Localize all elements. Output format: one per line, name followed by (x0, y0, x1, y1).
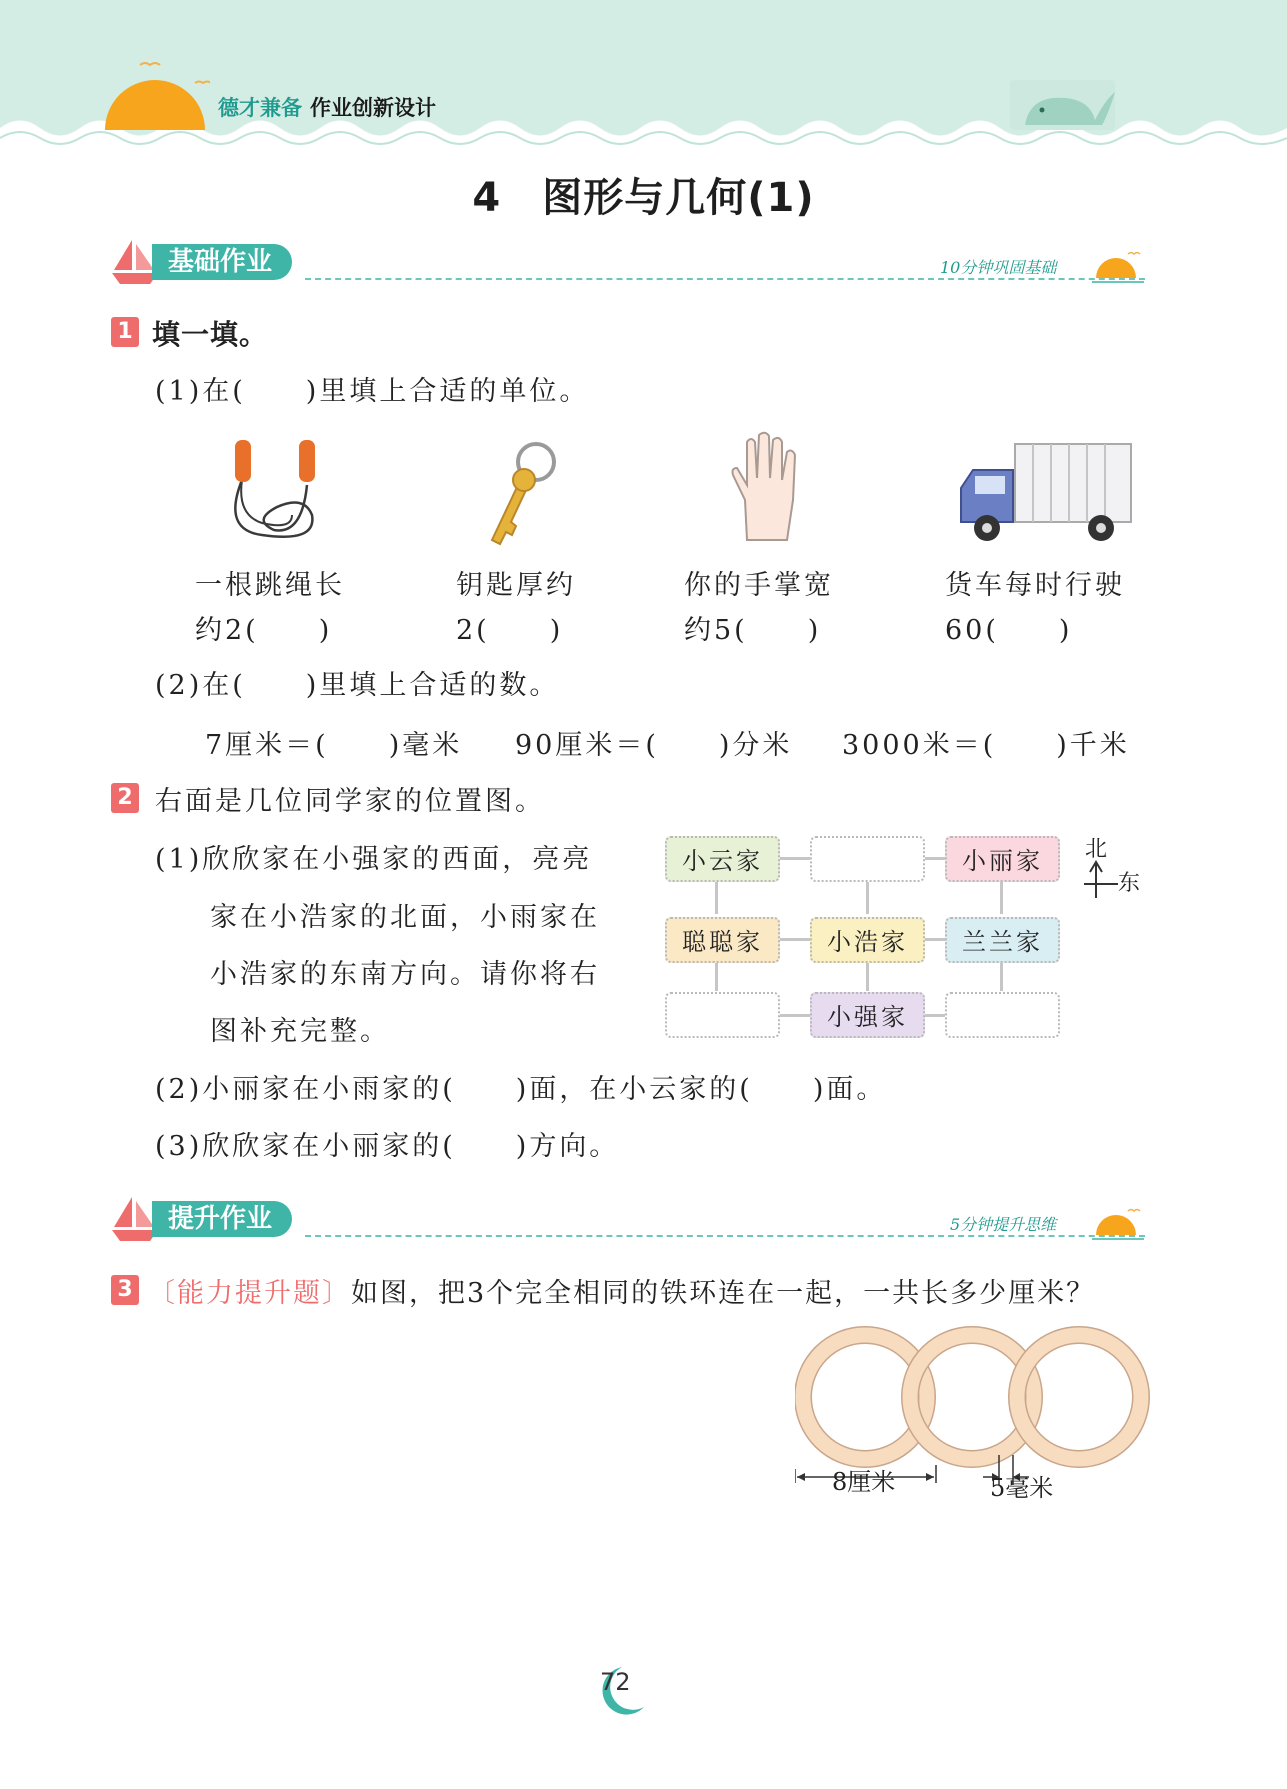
unit-item-1-line-2: 约2( ) (195, 615, 333, 646)
grid-box-bottom-left-blank[interactable] (665, 992, 780, 1038)
unit-item-4-line-2: 60( ) (945, 615, 1073, 646)
page-number: 72 (600, 1668, 631, 1696)
grid-connector (925, 938, 945, 941)
question-1-number: 1 (111, 317, 139, 347)
question-3-text: 如图，把3个完全相同的铁环连在一起，一共长多少厘米？ (351, 1278, 1096, 1309)
question-2-part-1-line-1: (1)欣欣家在小强家的西面，亮亮 (155, 844, 593, 875)
grid-connector (925, 857, 945, 860)
grid-connector (1000, 882, 1003, 914)
question-2-title: 右面是几位同学家的位置图。 (155, 786, 545, 817)
section-basic-divider (305, 278, 1145, 280)
grid-connector (780, 857, 810, 860)
grid-box-middle-left: 聪聪家 (665, 917, 780, 963)
grid-box-center: 小浩家 (810, 917, 925, 963)
small-sun-icon (1092, 248, 1144, 284)
unit-item-2-line-2: 2( ) (456, 615, 564, 646)
grid-connector (780, 938, 810, 941)
question-1-part-2: (2)在( )里填上合适的数。 (155, 670, 560, 701)
grid-connector (715, 882, 718, 914)
grid-box-middle-right: 兰兰家 (945, 917, 1060, 963)
jump-rope-icon (222, 435, 327, 550)
grid-box-top-right: 小丽家 (945, 836, 1060, 882)
question-2-part-1-line-4: 图补充完整。 (210, 1016, 390, 1047)
question-1-part-1: (1)在( )里填上合适的单位。 (155, 376, 590, 407)
question-1-title: 填一填。 (152, 318, 269, 351)
question-2-number: 2 (111, 783, 139, 813)
truck-icon (955, 440, 1135, 545)
brand-black: 作业创新设计 (310, 96, 436, 120)
unit-item-3-line-2: 约5( ) (684, 615, 822, 646)
section-advanced-divider (305, 1235, 1145, 1237)
grid-connector (866, 963, 869, 991)
unit-item-4-line-1: 货车每时行驶 (945, 570, 1125, 601)
ring-outer-diameter-label: 8厘米 (832, 1468, 896, 1496)
page-title: 4 图形与几何(1) (472, 175, 815, 221)
compass-north-label: 北 (1085, 837, 1108, 862)
unit-item-3-line-1: 你的手掌宽 (684, 570, 834, 601)
unit-item-2-line-1: 钥匙厚约 (456, 570, 576, 601)
key-icon (478, 440, 563, 550)
question-2-part-2: (2)小丽家在小雨家的( )面，在小云家的( )面。 (155, 1074, 887, 1105)
sun-icon (100, 55, 210, 130)
grid-connector (1000, 963, 1003, 991)
grid-connector (925, 1014, 945, 1017)
section-basic-label: 基础作业 (152, 244, 292, 280)
ring-thickness-label: 5毫米 (990, 1474, 1054, 1502)
small-sun-icon (1092, 1205, 1144, 1241)
grid-box-top-left: 小云家 (665, 836, 780, 882)
question-2-part-3: (3)欣欣家在小丽家的( )方向。 (155, 1131, 620, 1162)
whale-icon (1010, 70, 1120, 130)
compass-arrow-icon (1080, 860, 1120, 900)
section-basic-hint: 10分钟巩固基础 (940, 258, 1057, 277)
brand-green: 德才兼备 (218, 96, 302, 120)
grid-box-top-middle-blank[interactable] (810, 836, 925, 882)
grid-box-bottom-right-blank[interactable] (945, 992, 1060, 1038)
brand (218, 92, 436, 122)
conversion-2: 90厘米＝( )分米 (515, 730, 793, 761)
grid-connector (715, 963, 718, 991)
section-advanced-hint: 5分钟提升思维 (950, 1215, 1057, 1234)
conversion-1: 7厘米＝( )毫米 (205, 730, 463, 761)
question-2-part-1-line-2: 家在小浩家的北面，小雨家在 (210, 902, 600, 933)
grid-box-bottom-middle: 小强家 (810, 992, 925, 1038)
unit-item-1-line-1: 一根跳绳长 (195, 570, 345, 601)
section-advanced-label: 提升作业 (152, 1201, 292, 1237)
conversion-3: 3000米＝( )千米 (842, 730, 1130, 761)
question-3-line (148, 1271, 1095, 1310)
grid-connector (866, 882, 869, 914)
compass-east-label: 东 (1118, 871, 1141, 896)
hand-icon (725, 430, 810, 545)
question-3-tag: 〔能力提升题〕 (148, 1278, 351, 1309)
question-2-part-1-line-3: 小浩家的东南方向。请你将右 (210, 959, 600, 990)
question-3-number: 3 (111, 1275, 139, 1305)
grid-connector (780, 1014, 810, 1017)
